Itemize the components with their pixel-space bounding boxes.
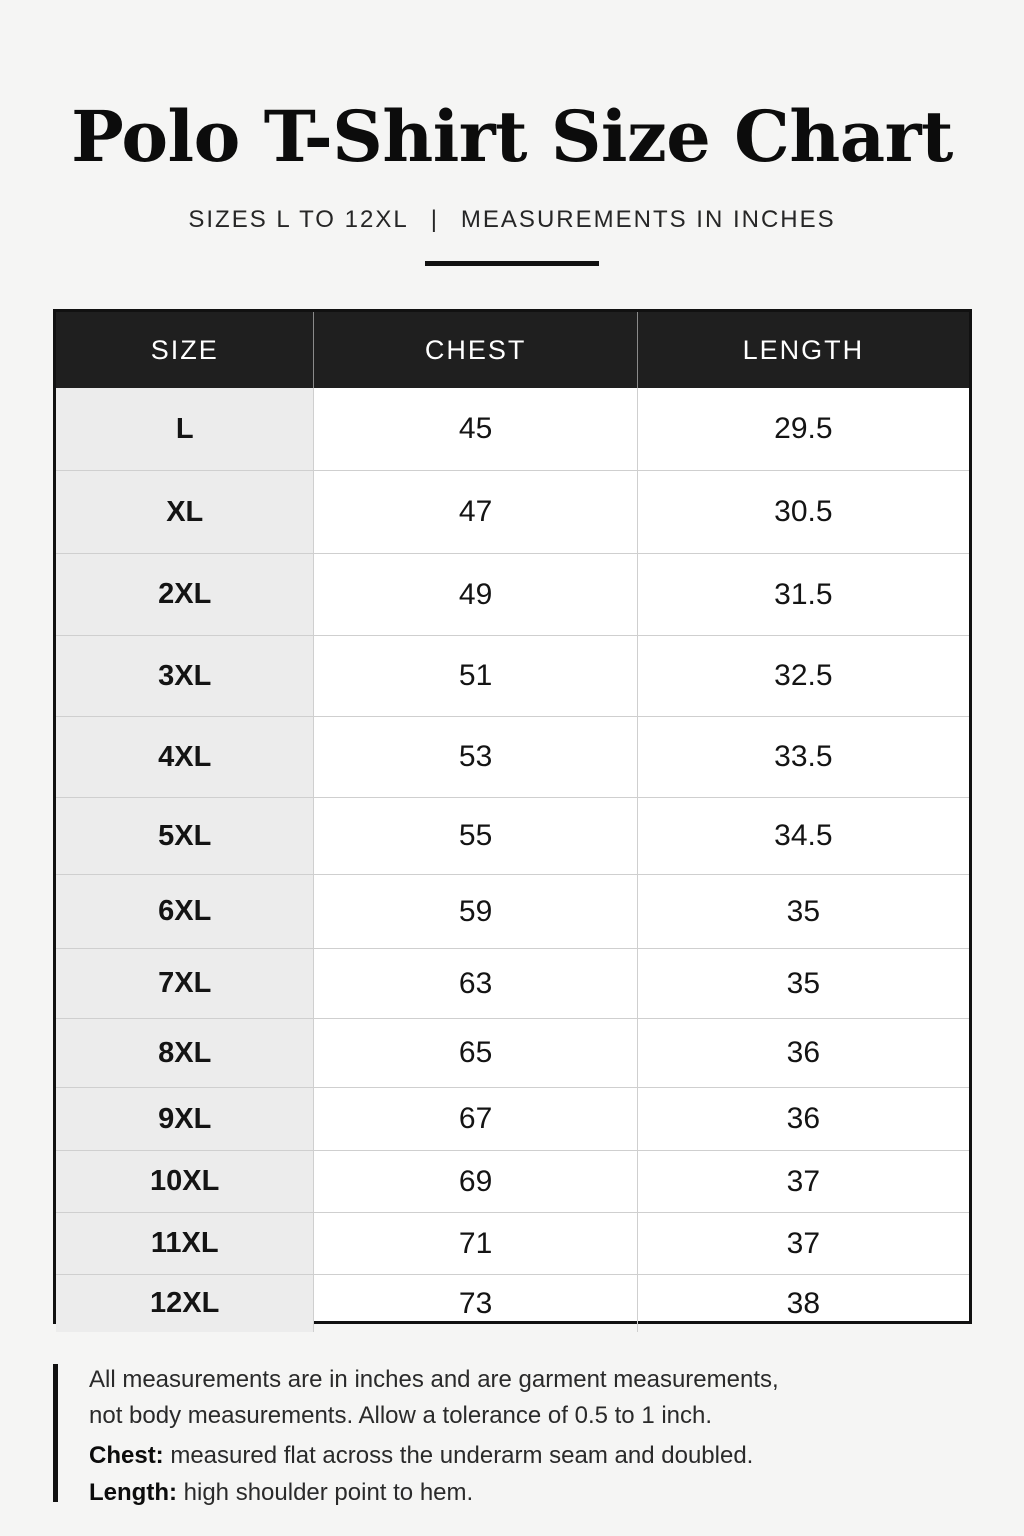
table-row [56,553,969,635]
table-row [56,1212,969,1274]
size-cell: 4XL [56,717,313,797]
table-row [56,874,969,948]
chest-cell: 69 [313,1151,636,1212]
table-row [56,470,969,553]
table-row [56,716,969,797]
chest-cell: 65 [313,1019,636,1087]
note-chest-label: Chest: [89,1442,164,1469]
column-header-size: SIZE [150,334,219,365]
chest-cell: 49 [313,554,636,635]
chest-cell: 63 [313,949,636,1018]
length-cell: 35 [637,875,969,948]
note-length-label: Length: [89,1479,177,1506]
size-cell: 7XL [56,949,313,1018]
subtitle-units: MEASUREMENTS IN INCHES [460,206,836,233]
size-cell: 2XL [56,554,313,635]
table-row [56,1087,969,1150]
chest-cell: 51 [313,636,636,716]
subtitle-separator: | [430,206,439,233]
chest-cell: 59 [313,875,636,948]
note-chest-text: measured flat across the underarm seam and doubled. [163,1442,754,1469]
table-row [56,1150,969,1212]
size-cell: XL [56,471,313,553]
subtitle [0,203,1024,237]
size-cell: L [56,388,313,470]
size-cell: 9XL [56,1088,313,1150]
length-cell: 33.5 [637,717,969,797]
length-cell: 30.5 [637,471,969,553]
table-row [56,635,969,716]
size-cell: 12XL [56,1275,313,1332]
chest-cell: 47 [313,471,636,553]
table-body [56,388,969,1332]
note-line-2: not body measurements. Allow a tolerance of 0.5 to 1 inch. [89,1402,713,1429]
length-cell: 31.5 [637,554,969,635]
chest-cell: 53 [313,717,636,797]
table-row [56,1018,969,1087]
length-cell: 37 [637,1213,969,1274]
table-row [56,948,969,1018]
note-line-1: All measurements are in inches and are garment measurements, [89,1366,779,1393]
size-cell: 5XL [56,798,313,874]
note-length [89,1477,473,1509]
size-cell: 8XL [56,1019,313,1087]
chest-cell: 45 [313,388,636,470]
title-underline [425,261,599,266]
size-cell: 11XL [56,1213,313,1274]
length-cell: 37 [637,1151,969,1212]
table-row [56,797,969,874]
length-cell: 36 [637,1019,969,1087]
length-cell: 35 [637,949,969,1018]
size-cell: 10XL [56,1151,313,1212]
length-cell: 32.5 [637,636,969,716]
note-chest [89,1440,753,1472]
table-header-row [56,312,969,388]
chest-cell: 55 [313,798,636,874]
size-cell: 6XL [56,875,313,948]
length-cell: 36 [637,1088,969,1150]
note-length-text: high shoulder point to hem. [176,1479,474,1506]
size-table [53,309,972,1324]
table-row [56,1274,969,1332]
column-header-chest: CHEST [313,312,636,388]
length-cell: 29.5 [637,388,969,470]
table-row [56,388,969,470]
measurement-notes [53,1364,958,1506]
length-cell: 38 [637,1275,969,1332]
length-cell: 34.5 [637,798,969,874]
subtitle-sizes: SIZES L TO 12XL [188,206,409,233]
chest-cell: 67 [313,1088,636,1150]
column-header-length: LENGTH [637,312,969,388]
page-title: Polo T-Shirt Size Chart [71,95,953,178]
chest-cell: 71 [313,1213,636,1274]
size-cell: 3XL [56,636,313,716]
chest-cell: 73 [313,1275,636,1332]
